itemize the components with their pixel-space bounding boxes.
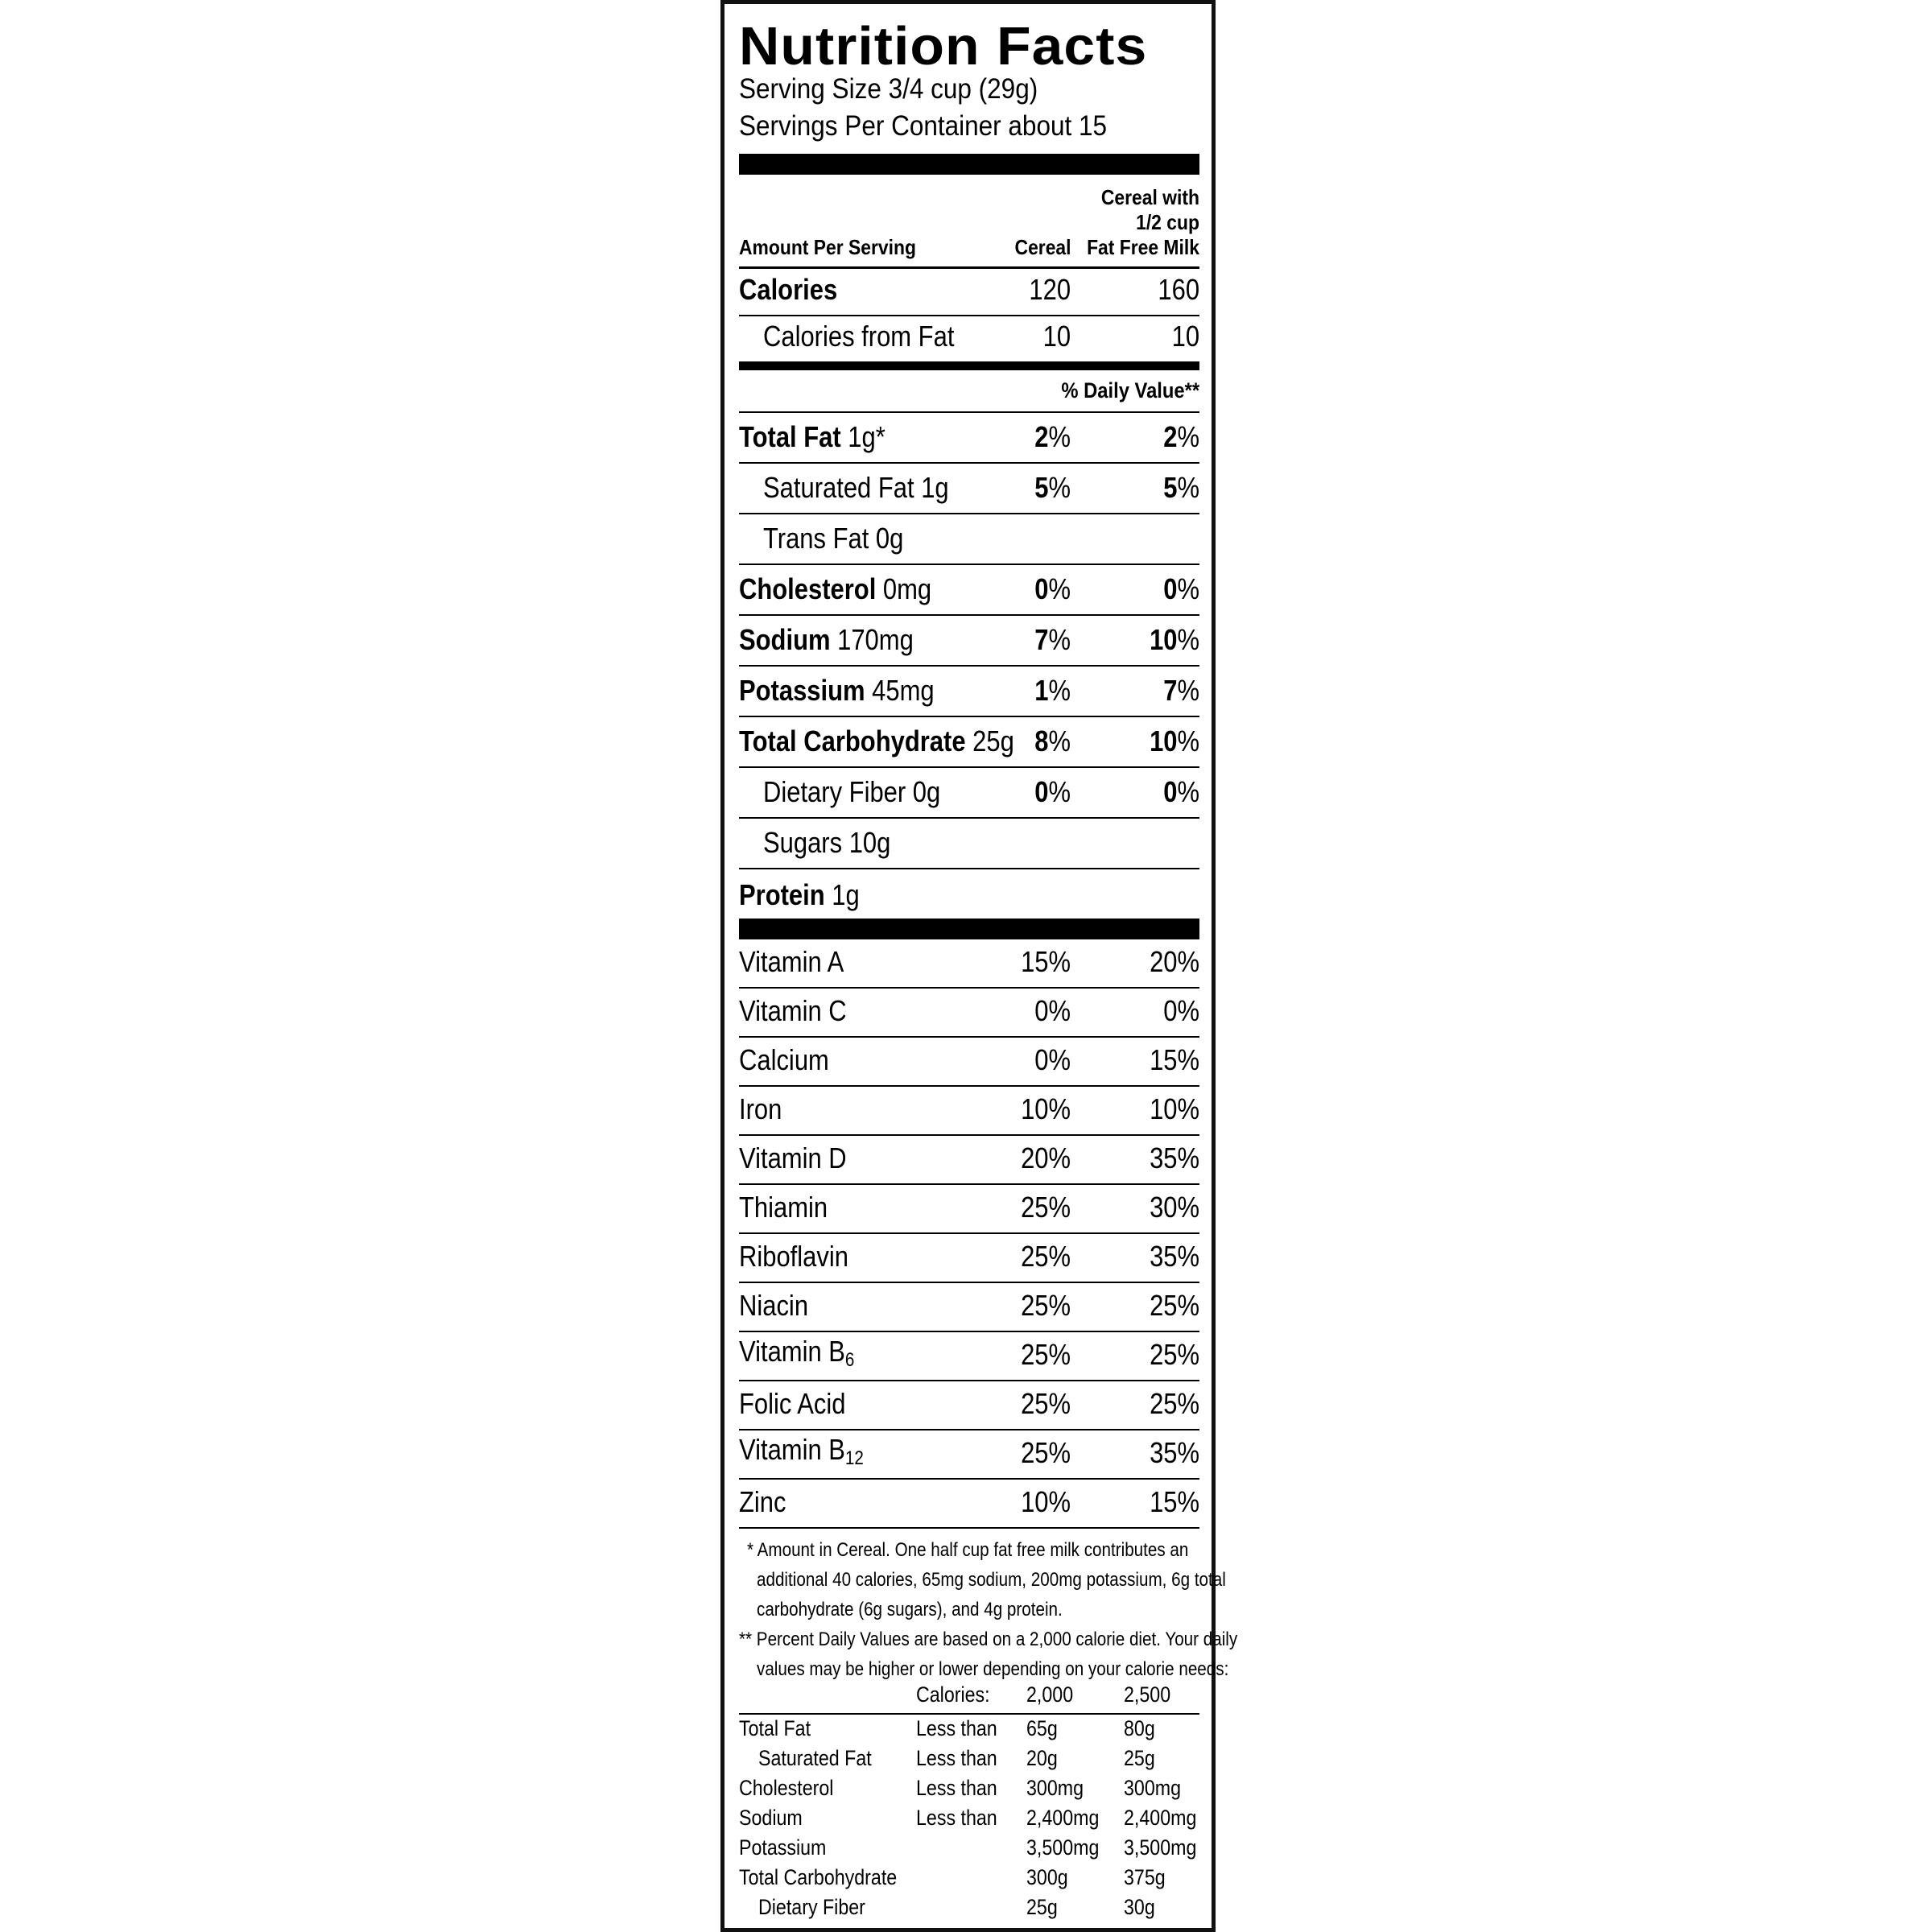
nutrient-row	[739, 514, 1199, 565]
dv-table-limit: Less than	[916, 1776, 997, 1800]
vitamin-name-text: Folic Acid	[739, 1387, 846, 1420]
nutrient-name-bold: Potassium	[739, 674, 865, 707]
dv-table-row	[739, 1895, 1199, 1924]
nutrient-amount: 170mg	[830, 623, 914, 656]
dv-table-value-2000: 20g	[1026, 1746, 1058, 1770]
vitamin-with-milk-dv: 35%	[1150, 1141, 1199, 1174]
column-heading-with-milk	[1087, 185, 1199, 260]
calories-cereal: 120	[1029, 273, 1071, 306]
nutrient-name-bold: Total Carbohydrate	[739, 724, 966, 758]
dv-table-value-2000: 300g	[1026, 1865, 1068, 1889]
percent-sign: %	[1048, 572, 1071, 605]
vitamin-name	[739, 1335, 854, 1372]
nutrient-cereal-dv-number: 0	[1034, 572, 1049, 605]
nutrient-row	[739, 768, 1199, 819]
vitamin-name-text: Vitamin A	[739, 945, 844, 978]
calories-from-fat-cereal: 10	[1042, 320, 1071, 353]
nutrient-amount: Saturated Fat 1g	[763, 471, 949, 504]
nutrient-name-bold: Sodium	[739, 623, 831, 656]
nutrient-cereal-dv-number: 2	[1034, 420, 1049, 453]
footnote-daily-value-line: ** Percent Daily Values are based on a 2,000 calorie diet. Your daily	[739, 1629, 1238, 1650]
dv-table-value-2000: 300mg	[1026, 1776, 1084, 1800]
vitamin-name-text: Vitamin D	[739, 1141, 847, 1174]
vitamin-cereal-dv: 25%	[1021, 1387, 1071, 1420]
thick-divider-vitamins	[739, 919, 1199, 939]
column-heading-with-milk-line1: Cereal with	[1100, 185, 1199, 209]
vitamin-name	[739, 1191, 828, 1224]
nutrient-with-milk-dv-number: 10	[1150, 623, 1178, 656]
nutrient-name	[763, 522, 903, 555]
dv-table-row	[739, 1746, 1199, 1775]
vitamin-cereal-dv: 20%	[1021, 1141, 1071, 1174]
vitamin-cereal-dv: 15%	[1021, 945, 1071, 978]
nutrient-cereal-dv-number: 1	[1034, 674, 1049, 707]
percent-sign: %	[1177, 623, 1199, 656]
dv-table-nutrient: Sodium	[739, 1806, 803, 1830]
nutrient-name	[739, 420, 886, 454]
nutrition-facts-label	[720, 0, 1238, 1932]
vitamin-name-text: Calcium	[739, 1043, 829, 1076]
percent-sign: %	[1177, 420, 1199, 453]
nutrient-amount: 1g*	[840, 420, 886, 453]
vitamin-with-milk-dv: 20%	[1150, 945, 1199, 978]
dv-table-value-2500: 2,400mg	[1124, 1806, 1197, 1830]
dv-table-limit: Less than	[916, 1806, 997, 1830]
calories-label: Calories	[739, 273, 838, 306]
percent-sign: %	[1048, 775, 1071, 808]
nutrient-cereal-dv-number: 5	[1034, 471, 1049, 504]
vitamin-name-text: Vitamin B	[739, 1335, 845, 1368]
vitamin-with-milk-dv: 15%	[1150, 1043, 1199, 1076]
nutrient-cereal-dv	[1034, 775, 1071, 809]
nutrient-cereal-dv	[1034, 674, 1071, 708]
nutrient-with-milk-dv	[1150, 724, 1199, 758]
nutrient-with-milk-dv-number: 5	[1163, 471, 1178, 504]
vitamin-name-text: Thiamin	[739, 1191, 828, 1224]
dv-table-limit: Less than	[916, 1746, 997, 1770]
vitamin-with-milk-dv: 35%	[1150, 1436, 1199, 1469]
vitamin-name	[739, 1485, 786, 1519]
nutrient-with-milk-dv-number: 10	[1150, 724, 1178, 758]
dv-table-nutrient: Saturated Fat	[758, 1746, 872, 1770]
vitamin-with-milk-dv: 35%	[1150, 1240, 1199, 1273]
dv-table-row	[739, 1716, 1199, 1745]
dv-table-nutrient: Cholesterol	[739, 1776, 834, 1800]
vitamin-with-milk-dv: 0%	[1163, 994, 1199, 1027]
nutrient-cereal-dv	[1034, 572, 1071, 606]
vitamin-name	[739, 945, 844, 979]
nutrient-cereal-dv	[1034, 420, 1071, 454]
vitamin-cereal-dv: 25%	[1021, 1289, 1071, 1322]
dv-table-nutrient: Total Carbohydrate	[739, 1865, 898, 1889]
medium-divider	[739, 361, 1199, 370]
nutrient-name	[763, 826, 890, 860]
footnote-amount-line: * Amount in Cereal. One half cup fat free milk contributes an	[747, 1539, 1189, 1561]
vitamin-row	[739, 1480, 1199, 1529]
dv-table-value-2500: 3,500mg	[1124, 1835, 1197, 1860]
percent-sign: %	[1048, 724, 1071, 758]
vitamin-name	[739, 1043, 829, 1077]
thick-divider-top	[739, 154, 1199, 175]
nutrient-with-milk-dv	[1163, 572, 1199, 606]
vitamin-subscript: 6	[844, 1349, 855, 1371]
nutrient-name	[739, 724, 1014, 758]
calories-with-milk: 160	[1158, 273, 1199, 306]
percent-sign: %	[1048, 674, 1071, 707]
nutrient-name-bold: Cholesterol	[739, 572, 877, 605]
nutrient-with-milk-dv	[1163, 775, 1199, 809]
nutrient-with-milk-dv-number: 7	[1163, 674, 1178, 707]
dv-table-value-2500: 30g	[1124, 1895, 1155, 1919]
vitamin-name	[739, 1240, 848, 1274]
dv-table-header	[739, 1682, 1199, 1711]
servings-per-container: Servings Per Container about 15	[739, 110, 1108, 142]
vitamin-row	[739, 1038, 1199, 1087]
nutrient-name	[763, 471, 949, 505]
nutrient-name	[739, 878, 860, 912]
vitamin-cereal-dv: 10%	[1021, 1092, 1071, 1125]
amount-per-serving-heading: Amount Per Serving	[739, 235, 916, 259]
nutrient-row	[739, 869, 1199, 920]
vitamin-with-milk-dv: 10%	[1150, 1092, 1199, 1125]
vitamin-cereal-dv: 0%	[1034, 1043, 1071, 1076]
vitamin-subscript: 12	[844, 1447, 864, 1469]
nutrient-cereal-dv-number: 0	[1034, 775, 1049, 808]
dv-table-row	[739, 1865, 1199, 1894]
nutrient-with-milk-dv	[1163, 674, 1199, 708]
footnote-daily-value-line: values may be higher or lower depending on your calorie needs:	[757, 1658, 1229, 1680]
label-title: Nutrition Facts	[739, 16, 1148, 76]
vitamin-name	[739, 1141, 847, 1175]
nutrient-name-bold: Total Fat	[739, 420, 841, 453]
column-heading-with-milk-line3: Fat Free Milk	[1087, 235, 1199, 259]
dv-table-row	[739, 1806, 1199, 1835]
vitamin-row	[739, 989, 1199, 1038]
nutrient-with-milk-dv	[1163, 471, 1199, 505]
footnote-amount-line: additional 40 calories, 65mg sodium, 200mg potassium, 6g total	[757, 1569, 1226, 1591]
vitamin-row	[739, 1136, 1199, 1185]
vitamin-with-milk-dv: 25%	[1150, 1387, 1199, 1420]
dv-table-divider-full	[739, 1713, 1199, 1715]
vitamin-cereal-dv: 25%	[1021, 1436, 1071, 1469]
vitamin-with-milk-dv: 15%	[1150, 1485, 1199, 1518]
nutrient-with-milk-dv-number: 2	[1163, 420, 1178, 453]
vitamin-name	[739, 1387, 845, 1421]
vitamin-row	[739, 1381, 1199, 1430]
nutrient-with-milk-dv	[1150, 623, 1199, 657]
vitamin-with-milk-dv: 30%	[1150, 1191, 1199, 1224]
dv-table-value-2500: 80g	[1124, 1716, 1155, 1740]
nutrient-amount: Sugars 10g	[763, 826, 891, 859]
nutrient-row	[739, 667, 1199, 717]
percent-sign: %	[1177, 724, 1199, 758]
vitamin-row	[739, 1087, 1199, 1136]
nutrient-name	[739, 623, 914, 657]
vitamin-name	[739, 994, 847, 1028]
vitamin-row	[739, 1332, 1199, 1381]
footnote-amount-line: carbohydrate (6g sugars), and 4g protein.	[757, 1599, 1063, 1620]
percent-sign: %	[1048, 420, 1071, 453]
percent-sign: %	[1177, 572, 1199, 605]
vitamin-cereal-dv: 25%	[1021, 1338, 1071, 1371]
percent-sign: %	[1177, 775, 1199, 808]
nutrient-name	[739, 572, 931, 606]
vitamin-with-milk-dv: 25%	[1150, 1338, 1199, 1371]
vitamin-with-milk-dv: 25%	[1150, 1289, 1199, 1322]
nutrient-row	[739, 413, 1199, 464]
vitamin-name-text: Iron	[739, 1092, 782, 1125]
nutrient-name	[763, 775, 940, 809]
calories-row	[739, 268, 1199, 316]
dv-table-value-2500: 25g	[1124, 1746, 1155, 1770]
nutrient-amount: Dietary Fiber 0g	[763, 775, 941, 808]
nutrient-row	[739, 717, 1199, 768]
vitamin-name	[739, 1289, 808, 1323]
dv-table-2500: 2,500	[1124, 1682, 1171, 1707]
dv-table-value-2000: 2,400mg	[1026, 1806, 1100, 1830]
nutrient-row	[739, 616, 1199, 667]
vitamin-row	[739, 1283, 1199, 1332]
vitamin-name-text: Zinc	[739, 1485, 786, 1518]
nutrient-name-bold: Protein	[739, 878, 825, 911]
nutrient-row	[739, 565, 1199, 616]
percent-sign: %	[1177, 674, 1199, 707]
vitamin-row	[739, 1234, 1199, 1283]
dv-table-nutrient: Potassium	[739, 1835, 827, 1860]
vitamin-name	[739, 1433, 864, 1470]
vitamin-cereal-dv: 25%	[1021, 1191, 1071, 1224]
dv-table-limit: Less than	[916, 1716, 997, 1740]
serving-size: Serving Size 3/4 cup (29g)	[739, 73, 1038, 105]
dv-table-row	[739, 1835, 1199, 1864]
nutrient-cereal-dv-number: 8	[1034, 724, 1049, 758]
nutrient-name	[739, 674, 935, 708]
percent-sign: %	[1177, 471, 1199, 504]
nutrient-row	[739, 819, 1199, 869]
calories-from-fat-row	[739, 316, 1199, 361]
calories-from-fat-label: Calories from Fat	[763, 320, 955, 353]
vitamin-name-text: Riboflavin	[739, 1240, 848, 1273]
percent-sign: %	[1048, 471, 1071, 504]
vitamin-name-text: Vitamin C	[739, 994, 847, 1027]
column-heading-with-milk-line2: 1/2 cup	[1136, 210, 1199, 234]
dv-table-value-2500: 300mg	[1124, 1776, 1182, 1800]
dv-table-2000: 2,000	[1026, 1682, 1074, 1707]
column-heading-cereal: Cereal	[1014, 235, 1071, 259]
dv-table-value-2000: 25g	[1026, 1895, 1058, 1919]
vitamin-name-text: Vitamin B	[739, 1433, 845, 1466]
nutrient-amount: 1g	[824, 878, 860, 911]
percent-sign: %	[1048, 623, 1071, 656]
vitamin-cereal-dv: 25%	[1021, 1240, 1071, 1273]
nutrient-amount: 25g	[965, 724, 1014, 758]
nutrient-cereal-dv	[1034, 471, 1071, 505]
vitamin-name	[739, 1092, 782, 1126]
vitamin-row	[739, 1185, 1199, 1234]
nutrient-cereal-dv-number: 7	[1034, 623, 1049, 656]
nutrient-row	[739, 464, 1199, 514]
vitamin-row	[739, 939, 1199, 989]
dv-table-value-2500: 375g	[1124, 1865, 1166, 1889]
nutrient-amount: Trans Fat 0g	[763, 522, 904, 555]
calories-from-fat-with-milk: 10	[1171, 320, 1199, 353]
dv-table-nutrient: Dietary Fiber	[758, 1895, 865, 1919]
vitamin-cereal-dv: 10%	[1021, 1485, 1071, 1518]
dv-table-value-2000: 3,500mg	[1026, 1835, 1100, 1860]
nutrient-with-milk-dv	[1163, 420, 1199, 454]
nutrient-with-milk-dv-number: 0	[1163, 572, 1178, 605]
daily-value-heading: % Daily Value**	[1061, 378, 1199, 402]
nutrient-with-milk-dv-number: 0	[1163, 775, 1178, 808]
nutrient-cereal-dv	[1034, 724, 1071, 758]
nutrient-cereal-dv	[1034, 623, 1071, 657]
nutrient-amount: 0mg	[876, 572, 932, 605]
vitamin-cereal-dv: 0%	[1034, 994, 1071, 1027]
dv-table-calories-label: Calories:	[916, 1682, 990, 1707]
vitamin-row	[739, 1430, 1199, 1480]
dv-table-value-2000: 65g	[1026, 1716, 1058, 1740]
dv-table-row	[739, 1776, 1199, 1805]
vitamin-name-text: Niacin	[739, 1289, 809, 1322]
nutrient-amount: 45mg	[865, 674, 935, 707]
dv-table-nutrient: Total Fat	[739, 1716, 811, 1740]
